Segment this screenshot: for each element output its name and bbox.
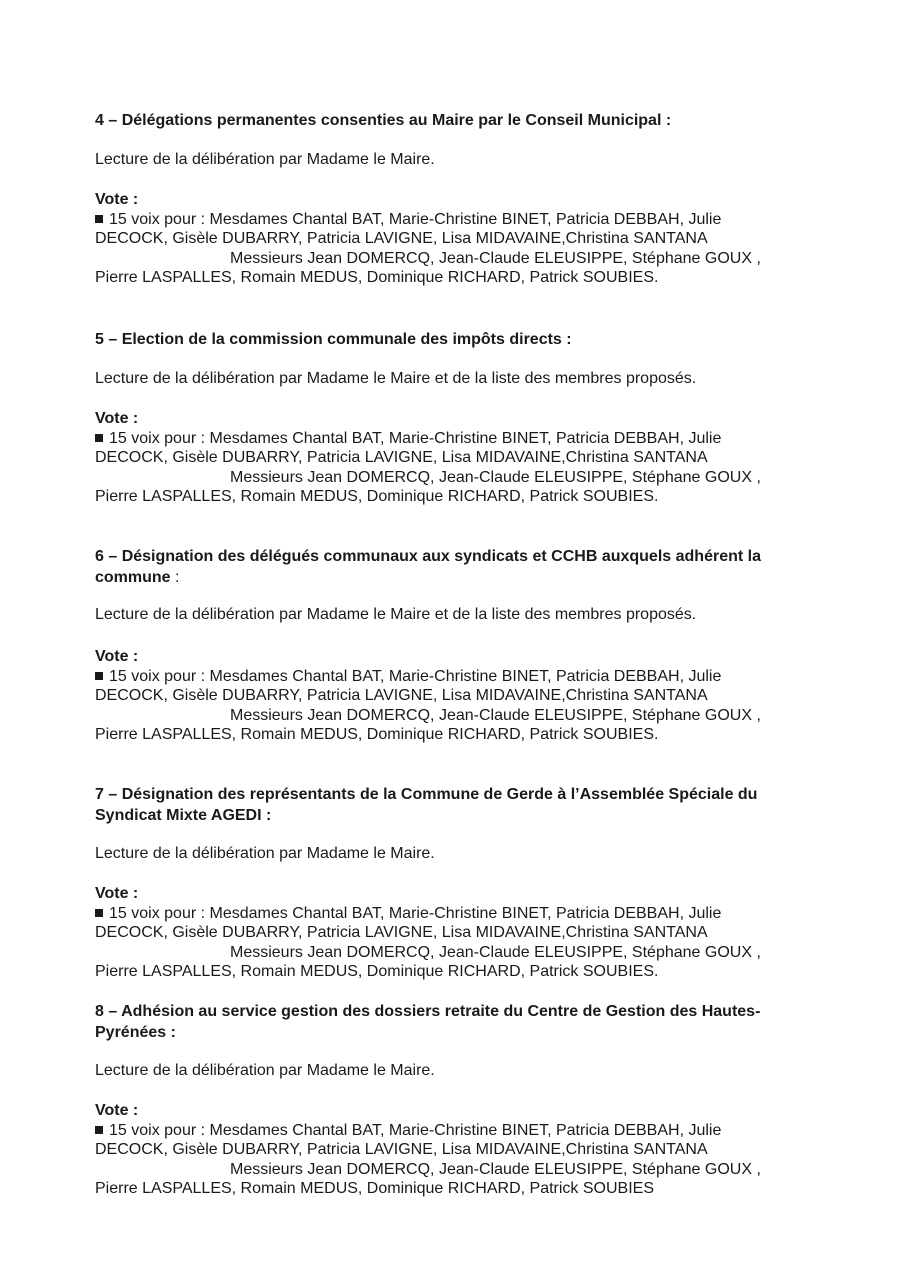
vote-line: 15 voix pour : Mesdames Chantal BAT, Marie-Christine BINET, Patricia DEBBAH, Julie [95, 429, 815, 449]
lecture-text: Lecture de la délibération par Madame le Maire. [95, 1062, 435, 1079]
lecture-text: Lecture de la délibération par Madame le Maire. [95, 151, 435, 168]
section-title: 8 – Adhésion au service gestion des dossiers retraite du Centre de Gestion des Hautes-Pyrénées : [95, 1003, 761, 1041]
vote-block [95, 884, 815, 982]
vote-line: DECOCK, Gisèle DUBARRY, Patricia LAVIGNE, Lisa MIDAVAINE,Christina SANTANA [95, 449, 708, 466]
section-title: 6 – Désignation des délégués communaux aux syndicats et CCHB auxquels adhérent la commune : [95, 548, 761, 586]
bullet-icon [95, 909, 103, 917]
vote-block [95, 409, 815, 507]
vote-line: 15 voix pour : Mesdames Chantal BAT, Marie-Christine BINET, Patricia DEBBAH, Julie [95, 667, 815, 687]
lecture-text: Lecture de la délibération par Madame le Maire. [95, 845, 435, 862]
bullet-icon [95, 1126, 103, 1134]
vote-line: DECOCK, Gisèle DUBARRY, Patricia LAVIGNE, Lisa MIDAVAINE,Christina SANTANA [95, 687, 708, 704]
vote-block [95, 190, 815, 288]
vote-label: Vote : [95, 885, 139, 902]
lecture-text: Lecture de la délibération par Madame le Maire et de la liste des membres proposés. [95, 606, 697, 623]
vote-line: 15 voix pour : Mesdames Chantal BAT, Marie-Christine BINET, Patricia DEBBAH, Julie [95, 904, 815, 924]
vote-label: Vote : [95, 191, 139, 208]
vote-line: Pierre LASPALLES, Romain MEDUS, Dominique RICHARD, Patrick SOUBIES. [95, 963, 659, 980]
vote-line: 15 voix pour : Mesdames Chantal BAT, Marie-Christine BINET, Patricia DEBBAH, Julie [95, 1121, 815, 1141]
section-title: 4 – Délégations permanentes consenties au Maire par le Conseil Municipal : [95, 112, 672, 129]
vote-line: Pierre LASPALLES, Romain MEDUS, Dominique RICHARD, Patrick SOUBIES. [95, 488, 659, 505]
vote-line: Pierre LASPALLES, Romain MEDUS, Dominique RICHARD, Patrick SOUBIES. [95, 726, 659, 743]
section-6 [95, 546, 815, 743]
section-5 [95, 329, 815, 505]
vote-label: Vote : [95, 648, 139, 665]
bullet-icon [95, 434, 103, 442]
vote-label: Vote : [95, 1102, 139, 1119]
lecture-text: Lecture de la délibération par Madame le Maire et de la liste des membres proposés. [95, 370, 697, 387]
vote-line: Pierre LASPALLES, Romain MEDUS, Dominique RICHARD, Patrick SOUBIES [95, 1180, 654, 1197]
section-8 [95, 1001, 815, 1197]
vote-block [95, 1101, 815, 1199]
section-7 [95, 784, 815, 980]
vote-line: DECOCK, Gisèle DUBARRY, Patricia LAVIGNE, Lisa MIDAVAINE,Christina SANTANA [95, 230, 708, 247]
bullet-icon [95, 672, 103, 680]
vote-line: DECOCK, Gisèle DUBARRY, Patricia LAVIGNE, Lisa MIDAVAINE,Christina SANTANA [95, 924, 708, 941]
section-4 [95, 110, 815, 286]
vote-line: Messieurs Jean DOMERCQ, Jean-Claude ELEUSIPPE, Stéphane GOUX , [230, 249, 761, 267]
vote-line: 15 voix pour : Mesdames Chantal BAT, Marie-Christine BINET, Patricia DEBBAH, Julie [95, 210, 815, 230]
vote-line: Messieurs Jean DOMERCQ, Jean-Claude ELEUSIPPE, Stéphane GOUX , [230, 1160, 761, 1178]
section-title: 7 – Désignation des représentants de la Commune de Gerde à l’Assemblée Spéciale du Syndicat Mixte AGEDI : [95, 786, 758, 824]
vote-line: Messieurs Jean DOMERCQ, Jean-Claude ELEUSIPPE, Stéphane GOUX , [230, 943, 761, 961]
vote-line: Messieurs Jean DOMERCQ, Jean-Claude ELEUSIPPE, Stéphane GOUX , [230, 468, 761, 486]
section-title: 5 – Election de la commission communale des impôts directs : [95, 331, 572, 348]
bullet-icon [95, 215, 103, 223]
vote-block [95, 647, 815, 745]
vote-line: Messieurs Jean DOMERCQ, Jean-Claude ELEUSIPPE, Stéphane GOUX , [230, 706, 761, 724]
vote-line: Pierre LASPALLES, Romain MEDUS, Dominique RICHARD, Patrick SOUBIES. [95, 269, 659, 286]
vote-line: DECOCK, Gisèle DUBARRY, Patricia LAVIGNE, Lisa MIDAVAINE,Christina SANTANA [95, 1141, 708, 1158]
vote-label: Vote : [95, 410, 139, 427]
